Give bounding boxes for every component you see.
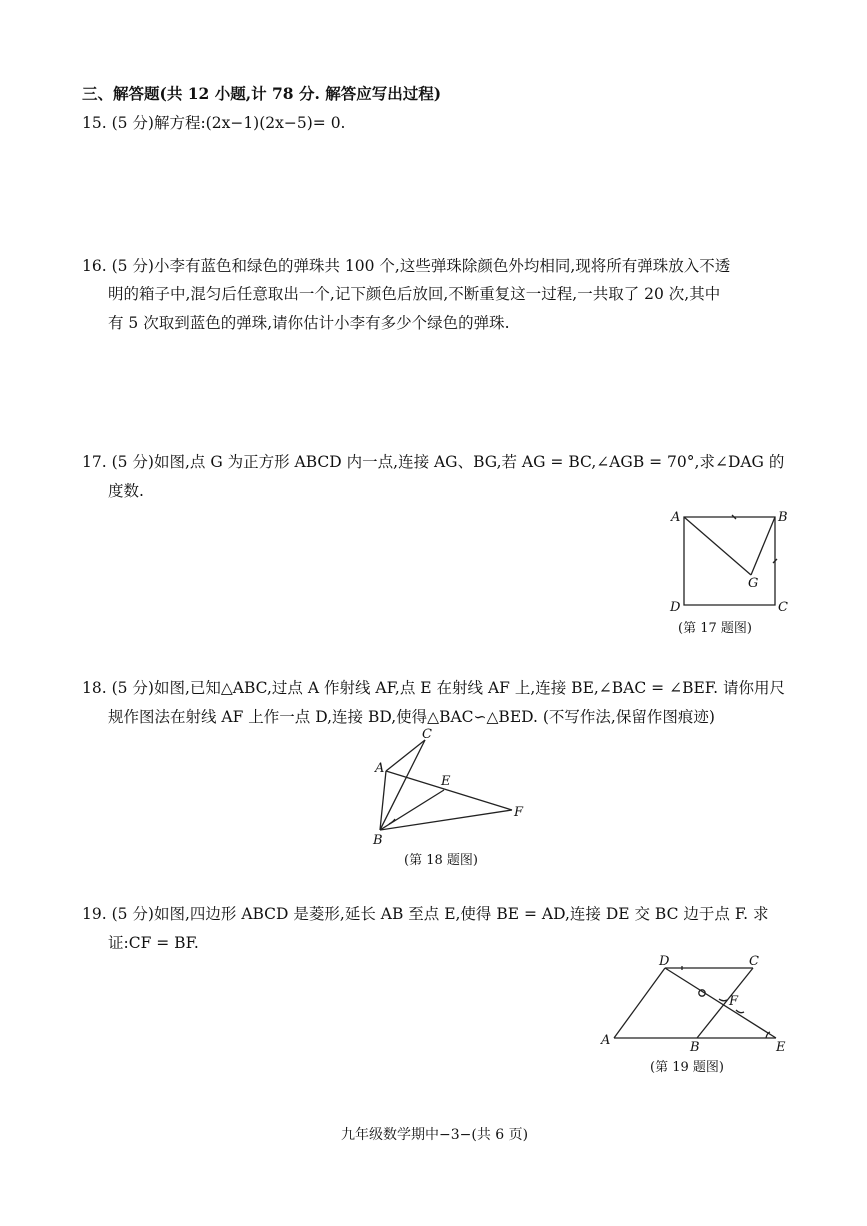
segment-bf: [380, 810, 512, 830]
square-abcd: [684, 517, 775, 605]
label-c: C: [778, 600, 788, 615]
label-a: A: [375, 761, 385, 776]
label-b: B: [690, 1040, 700, 1055]
figure-18-diagram: [365, 728, 535, 848]
problem-15-text: 15. (5 分)解方程:(2x−1)(2x−5)= 0.: [82, 114, 346, 132]
angle-arc: [719, 999, 727, 1001]
problem-18-line-2: 规作图法在射线 AF 上作一点 D,连接 BD,使得△BAC∽△BED. (不写作法,保留作图痕迹): [108, 708, 715, 726]
figure-19-diagram: [598, 952, 793, 1057]
angle-arc-e: [766, 1032, 770, 1038]
segment-da: [614, 968, 665, 1038]
label-f: F: [514, 805, 524, 820]
label-b: B: [373, 833, 383, 848]
problem-18-line-1: 18. (5 分)如图,已知△ABC,过点 A 作射线 AF,点 E 在射线 AF 上,连接 BE,∠BAC = ∠BEF. 请你用尺: [82, 679, 785, 697]
figure-19-caption: (第 19 题图): [650, 1060, 724, 1075]
label-c: C: [749, 954, 759, 969]
figure-18-caption: (第 18 题图): [404, 853, 478, 868]
problem-16-line-2: 明的箱子中,混匀后任意取出一个,记下颜色后放回,不断重复这一过程,一共取了 20 次,其中: [108, 285, 721, 303]
figure-17-diagram: [660, 505, 800, 615]
label-b: B: [778, 510, 788, 525]
segment-de: [665, 968, 776, 1038]
label-f: F: [729, 994, 739, 1009]
problem-19-line-2: 证:CF = BF.: [108, 934, 199, 952]
label-g: G: [748, 576, 759, 591]
label-c: C: [422, 728, 432, 742]
segment-bg: [751, 517, 775, 575]
page-footer: 九年级数学期中−3−(共 6 页): [341, 1127, 529, 1143]
angle-arc: [736, 1010, 744, 1013]
label-e: E: [776, 1040, 786, 1055]
label-d: D: [659, 954, 670, 969]
segment-ag: [684, 517, 751, 575]
figure-17-caption: (第 17 题图): [678, 621, 752, 636]
problem-17-line-1: 17. (5 分)如图,点 G 为正方形 ABCD 内一点,连接 AG、BG,若 AG = BC,∠AGB = 70°,求∠DAG 的: [82, 453, 785, 471]
segment-cb: [697, 968, 753, 1038]
label-a: A: [671, 510, 681, 525]
segment-ac: [386, 740, 425, 771]
problem-19-line-1: 19. (5 分)如图,四边形 ABCD 是菱形,延长 AB 至点 E,使得 BE = AD,连接 DE 交 BC 边于点 F. 求: [82, 905, 769, 923]
label-a: A: [601, 1033, 611, 1048]
label-d: D: [670, 600, 681, 615]
section-heading: 三、解答题(共 12 小题,计 78 分. 解答应写出过程): [82, 84, 442, 103]
label-e: E: [441, 774, 451, 789]
problem-16-line-3: 有 5 次取到蓝色的弹珠,请你估计小李有多少个绿色的弹珠.: [108, 314, 510, 332]
problem-17-line-2: 度数.: [108, 482, 144, 500]
problem-16-line-1: 16. (5 分)小李有蓝色和绿色的弹珠共 100 个,这些弹珠除颜色外均相同,现将所有弹珠放入不透: [82, 257, 731, 275]
